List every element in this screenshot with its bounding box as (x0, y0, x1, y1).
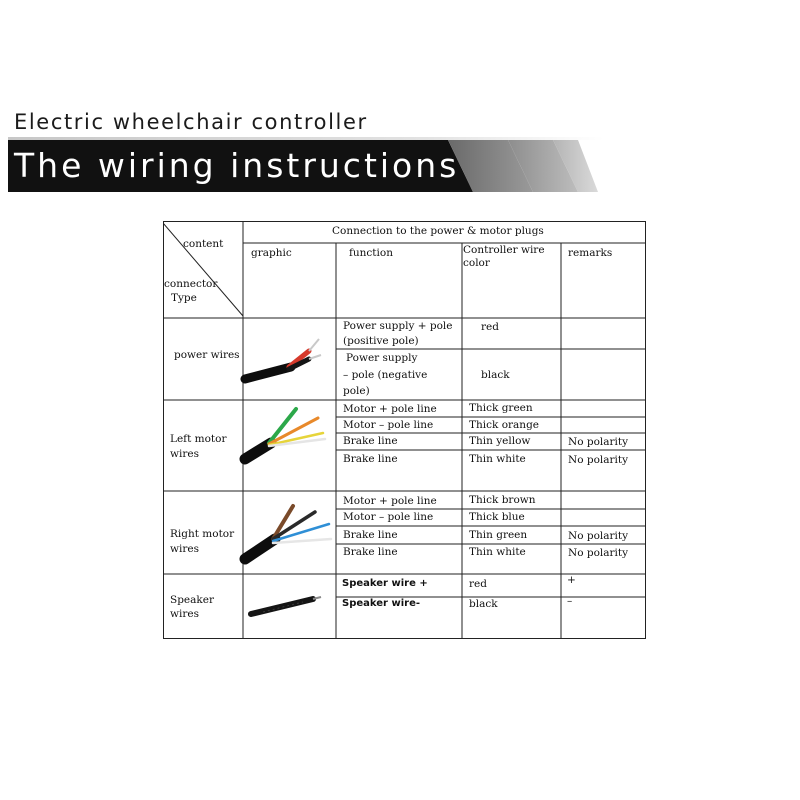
corner-connector-label: connector (164, 278, 218, 290)
function-cell: pole) (343, 385, 370, 397)
column-header-graphic: graphic (251, 247, 292, 259)
connector-power-wires: power wires (174, 349, 240, 361)
connector-speaker: wires (170, 608, 199, 620)
right-motor-cable-image (245, 506, 331, 559)
connector-left-motor: wires (170, 448, 199, 460)
color-cell: Thin green (469, 529, 528, 541)
connector-right-motor: wires (170, 543, 199, 555)
function-cell: (positive pole) (343, 335, 419, 347)
color-cell: red (469, 578, 487, 590)
color-cell: red (481, 321, 499, 333)
color-cell: Thick green (469, 402, 533, 414)
function-cell: Brake line (343, 529, 398, 541)
column-header-color-line2: color (463, 257, 490, 269)
page-title: The wiring instructions (14, 146, 460, 185)
color-cell: black (469, 598, 498, 610)
color-cell: Thick orange (469, 419, 540, 431)
two-core-cable-image (245, 339, 321, 379)
color-cell: Thin white (469, 453, 526, 465)
column-header-remarks: remarks (568, 247, 613, 259)
column-header-function: function (349, 247, 393, 259)
function-cell: Speaker wire- (342, 598, 420, 609)
function-cell: Brake line (343, 453, 398, 465)
title-banner (8, 140, 598, 192)
function-cell: Motor + pole line (343, 403, 437, 415)
function-cell: Brake line (343, 546, 398, 558)
function-cell: Motor – pole line (343, 511, 434, 523)
remark-cell: No polarity (568, 454, 629, 466)
color-cell: Thick blue (469, 511, 525, 523)
speaker-cable-image (251, 597, 321, 614)
subtitle: Electric wheelchair controller (14, 110, 368, 134)
color-cell: Thick brown (469, 494, 536, 506)
color-cell: black (481, 369, 510, 381)
connector-right-motor: Right motor (170, 528, 235, 540)
wiring-table (163, 221, 647, 641)
connector-left-motor: Left motor (170, 433, 227, 445)
remark-cell: No polarity (568, 436, 629, 448)
color-cell: Thin white (469, 546, 526, 558)
corner-content-label: content (183, 238, 224, 250)
remark-cell: No polarity (568, 547, 629, 559)
remark-cell: – (567, 595, 573, 607)
function-cell: Motor + pole line (343, 495, 437, 507)
connector-speaker: Speaker (170, 594, 214, 606)
function-cell: Motor – pole line (343, 419, 434, 431)
remark-cell: No polarity (568, 530, 629, 542)
function-cell: – pole (negative (343, 369, 428, 381)
left-motor-cable-image (245, 409, 325, 459)
function-cell: Power supply (346, 352, 418, 364)
function-cell: Speaker wire + (342, 578, 428, 589)
function-cell: Power supply + pole (343, 320, 453, 332)
remark-cell: + (567, 574, 576, 586)
group-header: Connection to the power & motor plugs (332, 225, 544, 237)
function-cell: Brake line (343, 435, 398, 447)
column-header-color-line1: Controller wire (463, 244, 545, 256)
color-cell: Thin yellow (469, 435, 531, 447)
corner-type-label: Type (171, 292, 197, 304)
